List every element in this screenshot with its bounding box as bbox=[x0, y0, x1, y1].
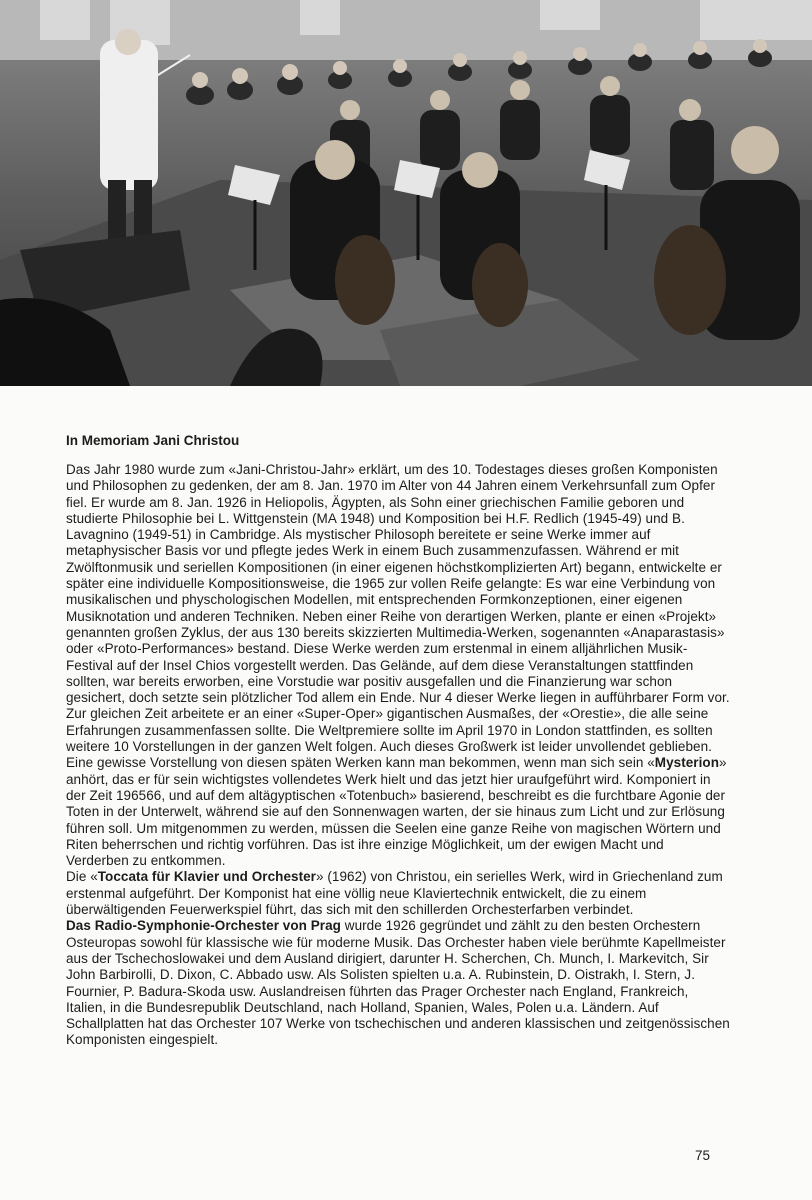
paragraph-2-prefix: Die « bbox=[66, 869, 98, 885]
paragraph-1-continued: » anhört, das er für sein wichtigstes vollendetes Werk hielt und das jetzt hier uraufgeführt wird. Komponiert in der Zeit 196566, und auf dem altägyptischen «Totenbuch» basierend, beschreibt es die furchtbare Agonie der Toten in der Unterwelt, während sie auf den Sonnenwagen warten, der sie hinaus zum Licht und zur Erlösung führen soll. Um mitgenommen zu werden, müssen die Seelen eine ganze Reihe von magischen Wörtern und Riten beherrschen und richtig vorführen. Das ist ihre einzige Möglichkeit, um der ewigen Macht und Verderben zu entkommen. bbox=[66, 755, 727, 869]
article-title: In Memoriam Jani Christou bbox=[66, 433, 240, 448]
paragraph-3: wurde 1926 gegründet und zählt zu den besten Orchestern Osteuropas sowohl für klassische wie für moderne Musik. Das Orchester haben viele berühmte Kapellmeister aus der Tschechoslowakei und dem Ausland dirigiert, darunter H. Scherchen, Ch. Munch, I. Markevitch, Sir John Barbirolli, D. Dixon, C. Abbado usw. Als Solisten spielten u.a. A. Rubinstein, D. Oistrakh, I. Stern, J. Fournier, P. Badura-Skoda usw. Auslandreisen führten das Prager Orchester nach England, Frankreich, Italien, in die Bundesrepublik Deutschland, nach Holland, Spanien, Wales, Polen u.a. Ländern. Auf Schallplatten hat das Orchester 107 Werke von tschechischen und anderen klassischen und zeitgenössischen Komponisten eingespielt. bbox=[66, 918, 730, 1048]
article bbox=[66, 432, 730, 1049]
orchestra-photo-illustration bbox=[0, 0, 812, 386]
mysterion-title: Mysterion bbox=[654, 755, 719, 771]
toccata-title: Toccata für Klavier und Orchester bbox=[97, 869, 316, 885]
orchestra-photo bbox=[0, 0, 812, 386]
page-number: 75 bbox=[695, 1148, 711, 1163]
orchestra-name: Das Radio-Symphonie-Orchester von Prag bbox=[66, 918, 341, 934]
article-body bbox=[66, 462, 730, 1049]
paragraph-1: Das Jahr 1980 wurde zum «Jani-Christou-Jahr» erklärt, um des 10. Todestages dieses großen Komponisten und Philosophen zu gedenken, der am 8. Jan. 1970 im Alter von 44 Jahren einem Verkehrsunfall zum Opfer fiel. Er wurde am 8. Jan. 1926 in Heliopolis, Ägypten, als Sohn einer griechischen Familie geboren und studierte Philosophie bei L. Wittgenstein (MA 1948) und Komposition bei H.F. Redlich (1945-49) und B. Lavagnino (1949-51) in Cambridge. Als mystischer Philosoph bereitete er seine Werke immer auf metaphysischer Basis vor und pflegte jedes Werk in einem Buch zusammenzufassen. Während er mit Zwölftonmusik und seriellen Kompositionen (in einer eigenen höchstkomplizierten Art) begann, entwickelte er später eine individuelle Kompositionsweise, die 1965 zur vollen Reife gelangte: Es war eine Verbindung von musikalischen und physchologischen Modellen, mit entsprechenden Formkonzeptionen, einer eigenen Musiknotation und anderen Techniken. Neben einer Reihe von derartigen Werken, plante er einen «Projekt» genannten großen Zyklus, der aus 130 bereits skizzierten Multimedia-Werken, sogenannten «Anaparastasis» oder «Proto-Performances» bestand. Diese Werke werden zum erstenmal in einem alljährlichen Musik-Festival auf der Insel Chios vorgestellt werden. Das Gelände, auf dem diese Veranstaltungen stattfinden sollten, war bereits erworben, eine Vorstudie war positiv ausgefallen und die Finanzierung war schon gesichert, doch setzte sein plötzlicher Tod allem ein Ende. Nur 4 dieser Werke liegen in aufführbarer Form vor. Zur gleichen Zeit arbeitete er an einer «Super-Oper» gigantischen Ausmaßes, der «Orestie», die alle seine Erfahrungen zusammenfassen sollte. Die Weltpremiere sollte im April 1970 in London stattfinden, es sollten weitere 10 Vorstellungen in der ganzen Welt folgen. Auch dieses Großwerk ist leider unvollendet geblieben. Eine gewisse Vorstellung von diesen späten Werken kann man bekommen, wenn man sich sein « bbox=[66, 462, 730, 771]
paragraph-2: » (1962) von Christou, ein serielles Werk, wird in Griechenland zum erstenmal aufgeführt. Der Komponist hat eine völlig neue Klaviertechnik entwickelt, die zu einem überwältigenden Feuerwerkspiel führt, das sich mit den schillerden Orchesterfarben verbindet. bbox=[66, 869, 723, 918]
